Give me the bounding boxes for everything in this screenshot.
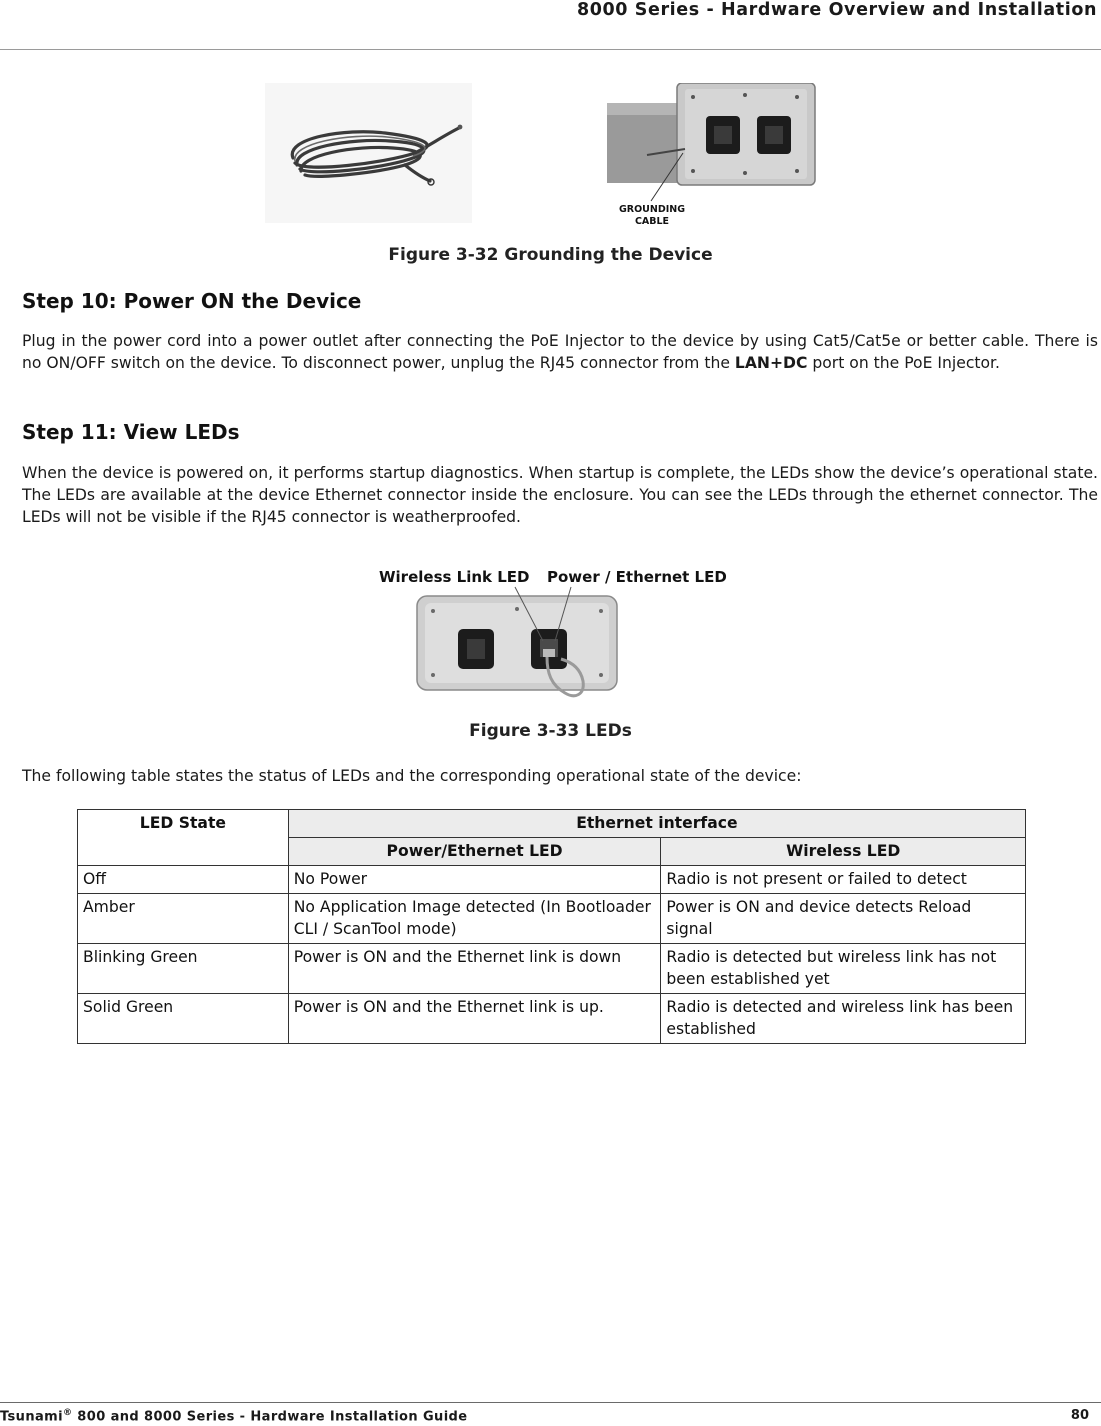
cell-wireless: Radio is not present or failed to detect xyxy=(661,866,1026,894)
device-grounding-photo xyxy=(607,83,817,233)
table-row xyxy=(78,944,1026,994)
cell-led-state: Blinking Green xyxy=(78,944,289,994)
cell-led-state: Off xyxy=(78,866,289,894)
step10-text-end: port on the PoE Injector. xyxy=(807,354,1000,372)
grounding-cable-photo xyxy=(265,83,472,223)
header-power-ethernet-led: Power/Ethernet LED xyxy=(288,838,661,866)
footer-guide-title xyxy=(0,1408,467,1424)
led-state-table xyxy=(77,809,1026,1044)
cell-led-state: Amber xyxy=(78,894,289,944)
grounding-callout-line1: GROUNDING xyxy=(618,204,686,215)
table-row xyxy=(78,866,1026,894)
lan-dc-port-label: LAN+DC xyxy=(734,354,808,372)
step10-paragraph xyxy=(22,330,1098,374)
footer-rule xyxy=(0,1402,1101,1403)
registered-mark: ® xyxy=(62,1408,73,1418)
cell-wireless: Radio is detected and wireless link has been established xyxy=(661,994,1026,1044)
header-rule xyxy=(0,49,1101,50)
cell-power-ethernet: No Power xyxy=(288,866,661,894)
figure-33-caption: Figure 3-33 LEDs xyxy=(469,721,632,741)
led-figure xyxy=(375,563,745,715)
page-number: 80 xyxy=(1070,1408,1089,1423)
cell-power-ethernet: Power is ON and the Ethernet link is up. xyxy=(288,994,661,1044)
wireless-link-led-label: Wireless Link LED xyxy=(379,568,530,586)
table-row xyxy=(78,994,1026,1044)
header-ethernet-interface: Ethernet interface xyxy=(288,810,1025,838)
running-header-title: 8000 Series - Hardware Overview and Installation xyxy=(576,0,1097,20)
cell-wireless: Power is ON and device detects Reload signal xyxy=(661,894,1026,944)
grounding-callout-line2: CABLE xyxy=(634,216,670,227)
step11-heading: Step 11: View LEDs xyxy=(22,420,240,444)
power-ethernet-led-label: Power / Ethernet LED xyxy=(547,568,727,586)
footer-brand: Tsunami xyxy=(0,1409,63,1425)
cell-power-ethernet: No Application Image detected (In Bootloader CLI / ScanTool mode) xyxy=(288,894,661,944)
header-led-state: LED State xyxy=(78,810,289,866)
table-intro: The following table states the status of LEDs and the corresponding operational state of the device: xyxy=(22,767,802,785)
step10-text: Plug in the power cord into a power outlet after connecting the PoE Injector to the device by using Cat5/Cat5e or better cable. There is no ON/OFF switch on the device. To disconnect power, unplug the RJ45 connector from the xyxy=(22,332,1098,372)
footer-guide-name: 800 and 8000 Series - Hardware Installation Guide xyxy=(72,1409,468,1425)
table-row xyxy=(78,894,1026,944)
step10-heading: Step 10: Power ON the Device xyxy=(22,289,362,313)
cell-wireless: Radio is detected but wireless link has not been established yet xyxy=(661,944,1026,994)
header-wireless-led: Wireless LED xyxy=(661,838,1026,866)
figure-32-caption: Figure 3-32 Grounding the Device xyxy=(388,245,713,265)
cell-led-state: Solid Green xyxy=(78,994,289,1044)
table-header-row xyxy=(78,810,1026,838)
step11-paragraph: When the device is powered on, it performs startup diagnostics. When startup is complete, the LEDs show the device’s operational state. The LEDs are available at the device Ethernet connector inside the enclosure. You can see the LEDs through the ethernet connector. The LEDs will not be visible if the RJ45 connector is weatherproofed. xyxy=(22,464,1098,526)
cell-power-ethernet: Power is ON and the Ethernet link is down xyxy=(288,944,661,994)
